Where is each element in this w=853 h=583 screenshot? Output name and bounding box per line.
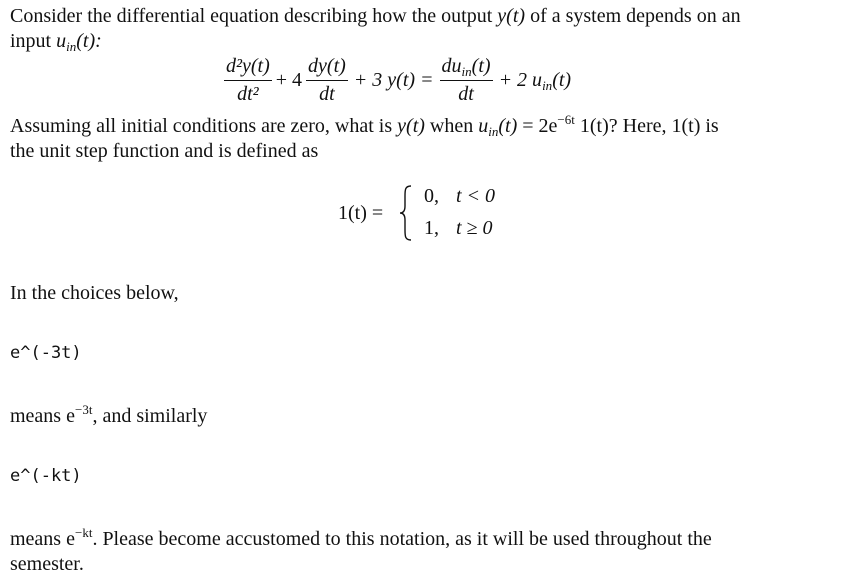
term-input: + 2 $u_{in}(t)$ <box>498 69 572 93</box>
case2-value: 1, <box>424 217 439 239</box>
term-second-derivative: $\frac{\text{d²y(t)}}{\text{dt²}}$ <box>226 55 270 105</box>
means1-prefix: means e <box>10 405 75 427</box>
question-text-b: when <box>429 115 474 137</box>
code-example-1: e^(-3t) <box>10 343 82 363</box>
left-brace-icon <box>398 184 414 242</box>
term-first-derivative: $\frac{dy(t)}{dt}$ <box>308 55 346 105</box>
intro-text-1b: of a system depends on an <box>530 5 741 27</box>
means2-exponent: −kt <box>74 525 93 540</box>
unit-step-definition <box>338 184 538 244</box>
intro-text-1: Consider the differential equation describing how the output <box>10 5 493 27</box>
question-exponent: −6t <box>557 112 575 127</box>
differential-equation <box>222 54 571 107</box>
question-text-line2: the unit step function and is defined as <box>10 140 319 162</box>
input-symbol-t: (t): <box>76 30 102 52</box>
means-line-1 <box>10 404 844 429</box>
means2-suffix: . Please become accustomed to this notation, as it will be used throughout the <box>92 528 712 550</box>
question-text-d: 1(t)? Here, 1(t) is <box>579 115 719 137</box>
intro-paragraph <box>10 4 844 54</box>
question-text-a: Assuming all initial conditions are zero, what is <box>10 115 393 137</box>
term-input-derivative: $\frac{du_{in}(t)}{dt}$ <box>441 55 491 105</box>
question-text-c: = 2e <box>522 115 558 137</box>
question-paragraph <box>10 114 844 164</box>
means-line-2 <box>10 527 844 577</box>
intro-text-2: input <box>10 30 52 52</box>
choices-intro: In the choices below, <box>10 282 179 304</box>
input-symbol: $u_{in}$ <box>56 30 77 54</box>
case1-condition: t < 0 <box>456 185 496 207</box>
step-lhs: 1(t) = <box>338 202 384 224</box>
question-output-symbol: y(t) <box>397 115 425 137</box>
case1-value: 0, <box>424 185 439 207</box>
question-input-symbol: $u_{in}(t)$ <box>478 115 518 139</box>
code-example-2: e^(-kt) <box>10 466 82 486</box>
case2-condition: t ≥ 0 <box>456 217 493 239</box>
term-y-equals: + 3 y(t) = <box>353 69 434 91</box>
output-symbol: y(t) <box>497 5 526 27</box>
means2-line2: semester. <box>10 553 84 575</box>
means1-suffix: , and similarly <box>92 405 208 427</box>
means2-prefix: means e <box>10 528 75 550</box>
coefficient-4: + 4 <box>275 69 303 91</box>
means1-exponent: −3t <box>74 402 93 417</box>
